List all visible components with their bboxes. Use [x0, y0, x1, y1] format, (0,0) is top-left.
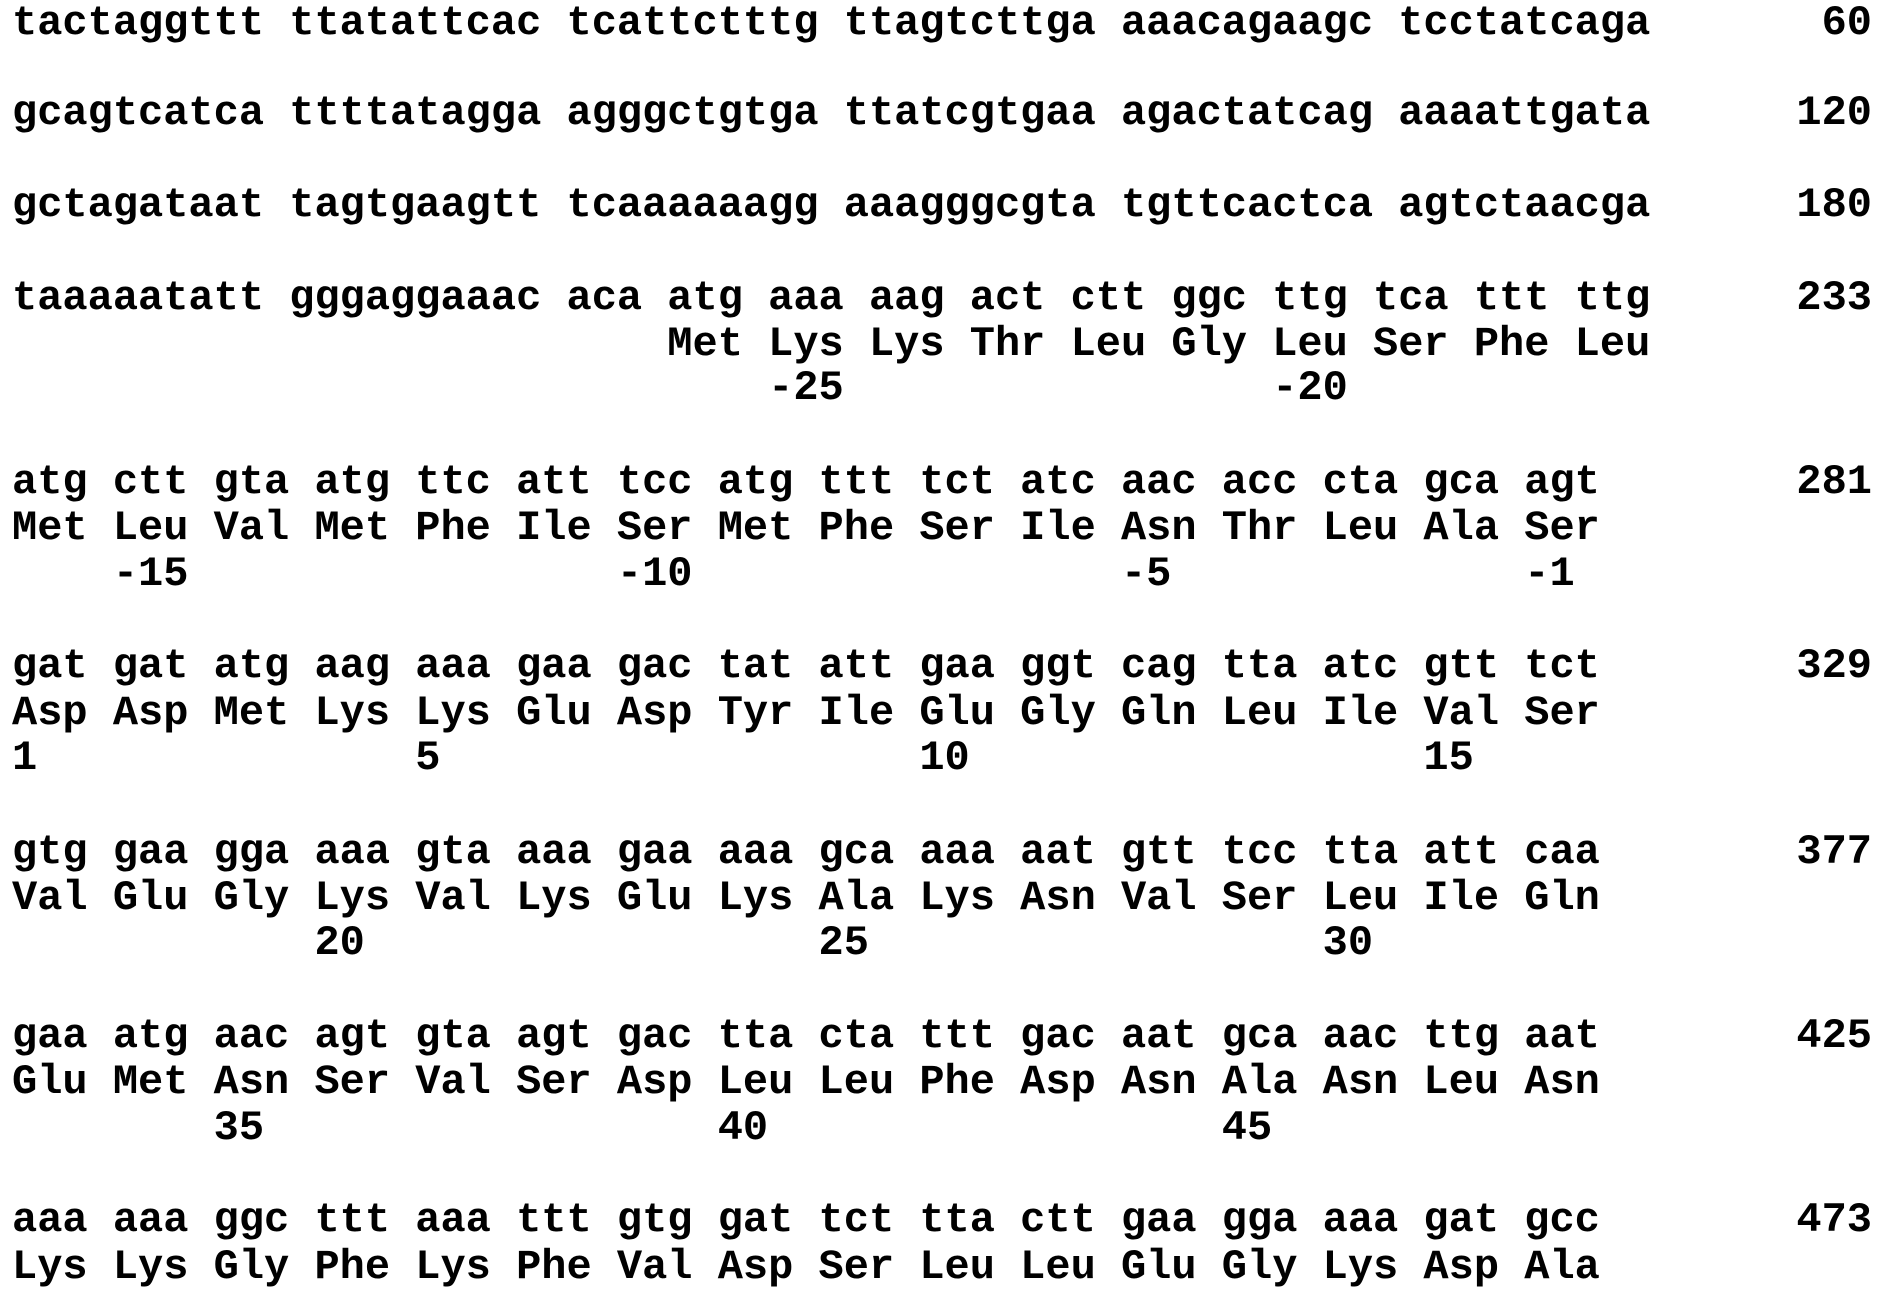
residue-numbering: 1 5 10 15	[12, 735, 1474, 781]
protein-line: Glu Met Asn Ser Val Ser Asp Leu Leu Phe Asp Asn Ala Asn Leu Asn	[12, 1059, 1600, 1105]
nucleotide-position: 180	[1796, 182, 1872, 228]
protein-line: Met Lys Lys Thr Leu Gly Leu Ser Phe Leu	[12, 321, 1650, 367]
nucleotide-position: 281	[1796, 459, 1872, 505]
dna-line: taaaaatatt gggaggaaac aca atg aaa aag act ctt ggc ttg tca ttt ttg	[12, 275, 1650, 321]
residue-numbering: 20 25 30	[12, 920, 1373, 966]
dna-line: gat gat atg aag aaa gaa gac tat att gaa ggt cag tta atc gtt tct	[12, 643, 1600, 689]
nucleotide-position: 120	[1796, 90, 1872, 136]
nucleotide-position: 377	[1796, 829, 1872, 875]
dna-line: atg ctt gta atg ttc att tcc atg ttt tct atc aac acc cta gca agt	[12, 459, 1600, 505]
protein-line: Val Glu Gly Lys Val Lys Glu Lys Ala Lys Asn Val Ser Leu Ile Gln	[12, 875, 1600, 921]
protein-line: Asp Asp Met Lys Lys Glu Asp Tyr Ile Glu Gly Gln Leu Ile Val Ser	[12, 690, 1600, 736]
dna-line: tactaggttt ttatattcac tcattctttg ttagtcttga aaacagaagc tcctatcaga	[12, 0, 1650, 46]
dna-line: gaa atg aac agt gta agt gac tta cta ttt gac aat gca aac ttg aat	[12, 1013, 1600, 1059]
protein-line: Lys Lys Gly Phe Lys Phe Val Asp Ser Leu Leu Glu Gly Lys Asp Ala	[12, 1244, 1600, 1290]
nucleotide-position: 473	[1796, 1197, 1872, 1243]
nucleotide-position: 425	[1796, 1013, 1872, 1059]
residue-numbering: -15 -10 -5 -1	[12, 551, 1575, 597]
dna-line: aaa aaa ggc ttt aaa ttt gtg gat tct tta ctt gaa gga aaa gat gcc	[12, 1197, 1600, 1243]
dna-line: gcagtcatca ttttatagga agggctgtga ttatcgtgaa agactatcag aaaattgata	[12, 90, 1650, 136]
residue-numbering: 35 40 45	[12, 1105, 1272, 1151]
residue-numbering: -25 -20	[12, 365, 1348, 411]
nucleotide-position: 60	[1822, 0, 1872, 46]
protein-line: Met Leu Val Met Phe Ile Ser Met Phe Ser Ile Asn Thr Leu Ala Ser	[12, 505, 1600, 551]
dna-line: gctagataat tagtgaagtt tcaaaaaagg aaagggcgta tgttcactca agtctaacga	[12, 182, 1650, 228]
nucleotide-position: 329	[1796, 643, 1872, 689]
nucleotide-position: 233	[1796, 275, 1872, 321]
dna-line: gtg gaa gga aaa gta aaa gaa aaa gca aaa aat gtt tcc tta att caa	[12, 829, 1600, 875]
